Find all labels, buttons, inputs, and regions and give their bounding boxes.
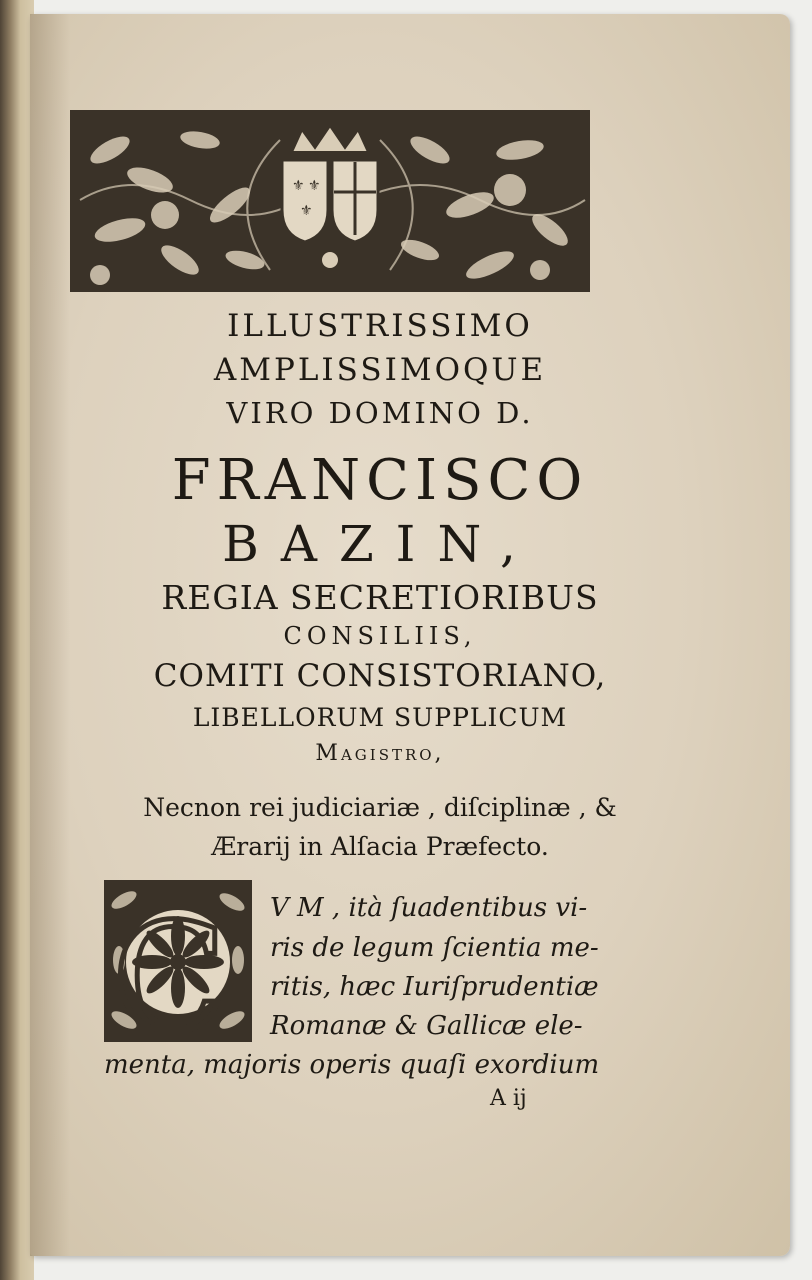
dedication-line-regia: REGIA SECRETIORIBUS [161, 578, 599, 617]
dedication-subtitle-line-1: Necnon rei judiciariæ , diſciplinæ , & [143, 793, 617, 822]
svg-text:⚜: ⚜ [300, 203, 313, 219]
dedication-line-magistro: Magistro, [315, 741, 445, 766]
dedication-name-francisco: FRANCISCO [171, 448, 589, 513]
book-spine-edge [0, 0, 34, 1280]
drop-cap-letter: C [112, 892, 227, 1042]
dedication-line-comiti: COMITI CONSISTORIANO, [153, 658, 607, 694]
dedication-line-illustrissimo: ILLUSTRISSIMO [227, 308, 533, 344]
body-text-line: Romanæ & Gallicæ ele- [270, 1011, 583, 1041]
body-text-line: menta, majoris operis quaſi exordium [104, 1050, 600, 1080]
dedication-line-consiliis: CONSILIIS, [283, 622, 477, 650]
dedication-line-libellorum: LIBELLORUM SUPPLICUM [192, 703, 568, 732]
dedication-name-bazin: BAZIN, [222, 515, 538, 573]
signature-mark: A ij [490, 1086, 527, 1111]
body-text-line: ritis, hæc Iuriſprudentiæ [270, 972, 599, 1002]
svg-text:⚜: ⚜ [308, 178, 321, 194]
dedication-subtitle-line-2: Ærarij in Alſacia Præfecto. [211, 832, 549, 861]
svg-text:⚜: ⚜ [292, 178, 305, 194]
ornamental-drop-cap [104, 880, 252, 1042]
woodcut-headpiece-royal-arms [70, 110, 590, 292]
body-text-line: V M , ità ſuadentibus vi- [270, 893, 588, 923]
dedication-line-amplissimoque: AMPLISSIMOQUE [213, 352, 547, 388]
dedication-line-viro-domino: VIRO DOMINO D. [226, 396, 534, 430]
body-text-line: ris de legum ſcientia me- [270, 933, 599, 963]
